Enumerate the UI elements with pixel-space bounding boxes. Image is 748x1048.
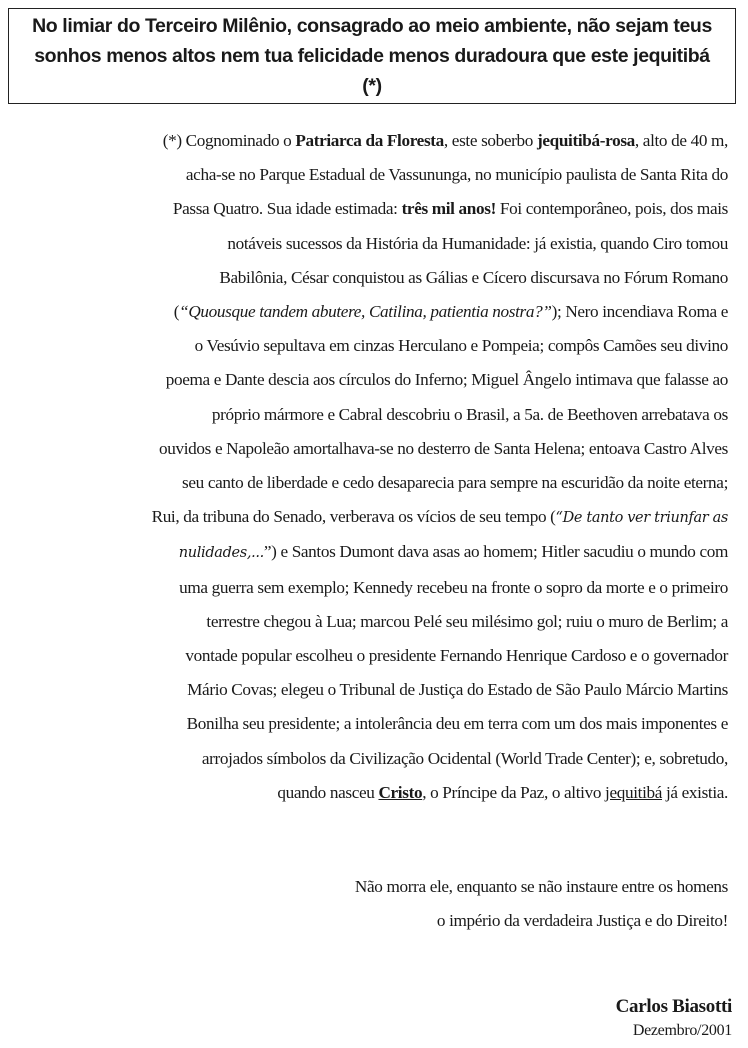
body-line-13 — [100, 535, 728, 570]
bold-underlined-cristo: Cristo — [378, 782, 423, 802]
bold-patriarca: Patriarca da Floresta — [295, 131, 444, 150]
body-text-run: Rui, da tribuna do Senado, verberava os vícios de seu tempo ( — [151, 507, 556, 527]
body-line-7: o Vesúvio sepultava em cinzas Herculano e Pompeia; compôs Camões seu divino — [194, 336, 728, 356]
author-name: Carlos Biasotti — [615, 996, 732, 1017]
signature-date: Dezembro/2001 — [632, 1022, 732, 1039]
body-text-run: , este soberbo — [443, 131, 537, 150]
body-line-15: terrestre chegou à Lua; marcou Pelé seu milésimo gol; ruiu o muro de Berlim; a — [206, 611, 728, 631]
body-line-3 — [100, 192, 728, 226]
footnote-body — [100, 124, 728, 810]
body-line-14: uma guerra sem exemplo; Kennedy recebeu na fronte o sopro da morte e o primeiro — [179, 577, 728, 597]
rui-quote: “De tanto ver triunfar as — [555, 510, 728, 527]
signature-block — [616, 994, 732, 1042]
body-line-20 — [100, 776, 728, 810]
body-text-run: , o Príncipe da Paz, o altivo — [422, 782, 606, 802]
body-line-10: ouvidos e Napoleão amortalhava-se no desterro de Santa Helena; entoava Castro Alves — [159, 438, 728, 458]
rui-quote-end: nulidades,... — [178, 545, 264, 562]
body-text-run: já existia. — [662, 782, 728, 802]
header-dedication — [9, 11, 735, 101]
body-text-run: (*) Cognominado o — [162, 131, 296, 150]
body-line-5: Babilônia, César conquistou as Gálias e Cícero discursava no Fórum Romano — [219, 267, 728, 287]
latin-quote: “Quousque tandem abutere, Catilina, patientia nostra?” — [179, 302, 552, 322]
body-line-8: poema e Dante descia aos círculos do Inferno; Miguel Ângelo intimava que falasse ao — [165, 370, 728, 390]
body-text-run: ); Nero incendiava Roma e — [551, 302, 728, 322]
bold-tres-mil-anos: três mil anos! — [401, 199, 496, 219]
body-line-19: arrojados símbolos da Civilização Ocidental (World Trade Center); e, sobretudo, — [201, 748, 728, 768]
body-text-run: Foi contemporâneo, pois, dos mais — [495, 199, 728, 219]
closing-line-2: o império da verdadeira Justiça e do Direito! — [436, 911, 728, 931]
body-line-6 — [100, 295, 728, 329]
closing-paragraph — [100, 870, 728, 938]
header-line-2: sonhos menos altos nem tua felicidade menos duradoura que este jequitibá (*) — [34, 45, 710, 97]
header-box — [8, 8, 736, 104]
underlined-jequitiba: jequitibá — [605, 782, 663, 802]
body-line-18: Bonilha seu presidente; a intolerância deu em terra com um dos mais imponentes e — [186, 714, 728, 734]
body-line-1 — [100, 124, 728, 158]
body-line-17: Mário Covas; elegeu o Tribunal de Justiça do Estado de São Paulo Márcio Martins — [187, 680, 728, 700]
body-text-run: ( — [173, 302, 180, 322]
body-line-11: seu canto de liberdade e cedo desaparecia para sempre na escuridão da noite eterna; — [182, 473, 728, 493]
header-line-1: No limiar do Terceiro Milênio, consagrado ao meio ambiente, não sejam teus — [32, 15, 712, 37]
body-text-run: Passa Quatro. Sua idade estimada: — [172, 199, 402, 219]
body-text-run: , alto de 40 m, — [634, 131, 728, 150]
body-line-12 — [100, 500, 728, 535]
body-line-4: notáveis sucessos da História da Humanidade: já existia, quando Ciro tomou — [227, 233, 728, 253]
body-text-run: ”) e Santos Dumont dava asas ao homem; Hitler sacudiu o mundo com — [263, 542, 728, 562]
body-line-9: próprio mármore e Cabral descobriu o Brasil, a 5a. de Beethoven arrebatava os — [211, 404, 728, 424]
closing-line-1: Não morra ele, enquanto se não instaure entre os homens — [354, 877, 728, 896]
body-text-run: quando nasceu — [277, 782, 379, 802]
body-line-16: vontade popular escolheu o presidente Fernando Henrique Cardoso e o governador — [185, 646, 728, 666]
bold-jequitiba-rosa: jequitibá-rosa — [536, 131, 635, 150]
body-line-2: acha-se no Parque Estadual de Vassununga, no município paulista de Santa Rita do — [185, 165, 728, 185]
